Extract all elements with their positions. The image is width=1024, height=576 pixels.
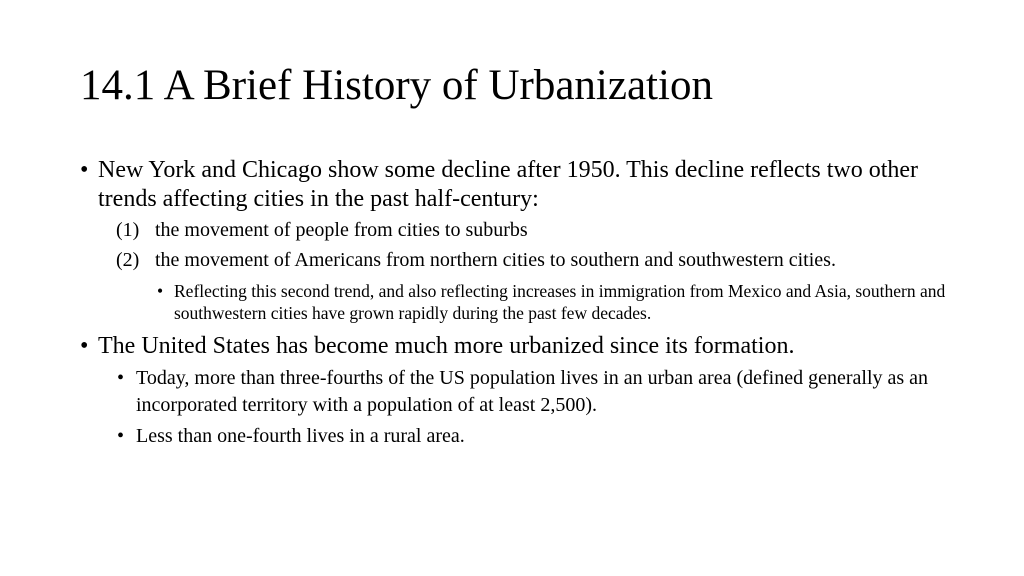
bullet-decline: [80, 156, 950, 214]
bullet-text: New York and Chicago show some decline after 1950. This decline reflects two other trends affecting cities in the past half-century:: [98, 157, 919, 212]
bullet-block-urbanized: [80, 332, 950, 450]
sub-bullet-rural-population: [80, 423, 950, 450]
sub-bullet-urban-population: [80, 365, 950, 419]
bullet-block-decline: [80, 156, 950, 324]
bullet-marker: •: [80, 333, 89, 359]
bullet-marker: •: [117, 425, 125, 447]
bullet-urbanized: [80, 332, 950, 361]
sub-bullet-text: Less than one-fourth lives in a rural area.: [136, 425, 465, 447]
numbered-text: the movement of people from cities to suburbs: [155, 219, 528, 241]
number-marker: (2): [116, 249, 140, 271]
numbered-text: the movement of Americans from northern cities to southern and southwestern cities.: [155, 249, 836, 271]
bullet-marker: •: [157, 281, 164, 301]
numbered-item-2: [80, 247, 950, 274]
sub-bullet-second-trend: [80, 280, 950, 324]
bullet-marker: •: [117, 367, 125, 389]
bullet-text: The United States has become much more urbanized since its formation.: [98, 333, 795, 359]
bullet-marker: •: [80, 157, 89, 183]
sub-bullet-text: Today, more than three-fourths of the US population lives in an urban area (defined generally as an incorporated territory with a population of at least 2,500).: [136, 367, 929, 416]
numbered-item-1: [80, 217, 950, 244]
slide-body: [80, 156, 950, 450]
slide-title: 14.1 A Brief History of Urbanization: [80, 62, 713, 109]
number-marker: (1): [116, 219, 140, 241]
sub-bullet-text: Reflecting this second trend, and also reflecting increases in immigration from Mexico and Asia, southern and southwestern cities have grown rapidly during the past few decades.: [174, 281, 946, 323]
